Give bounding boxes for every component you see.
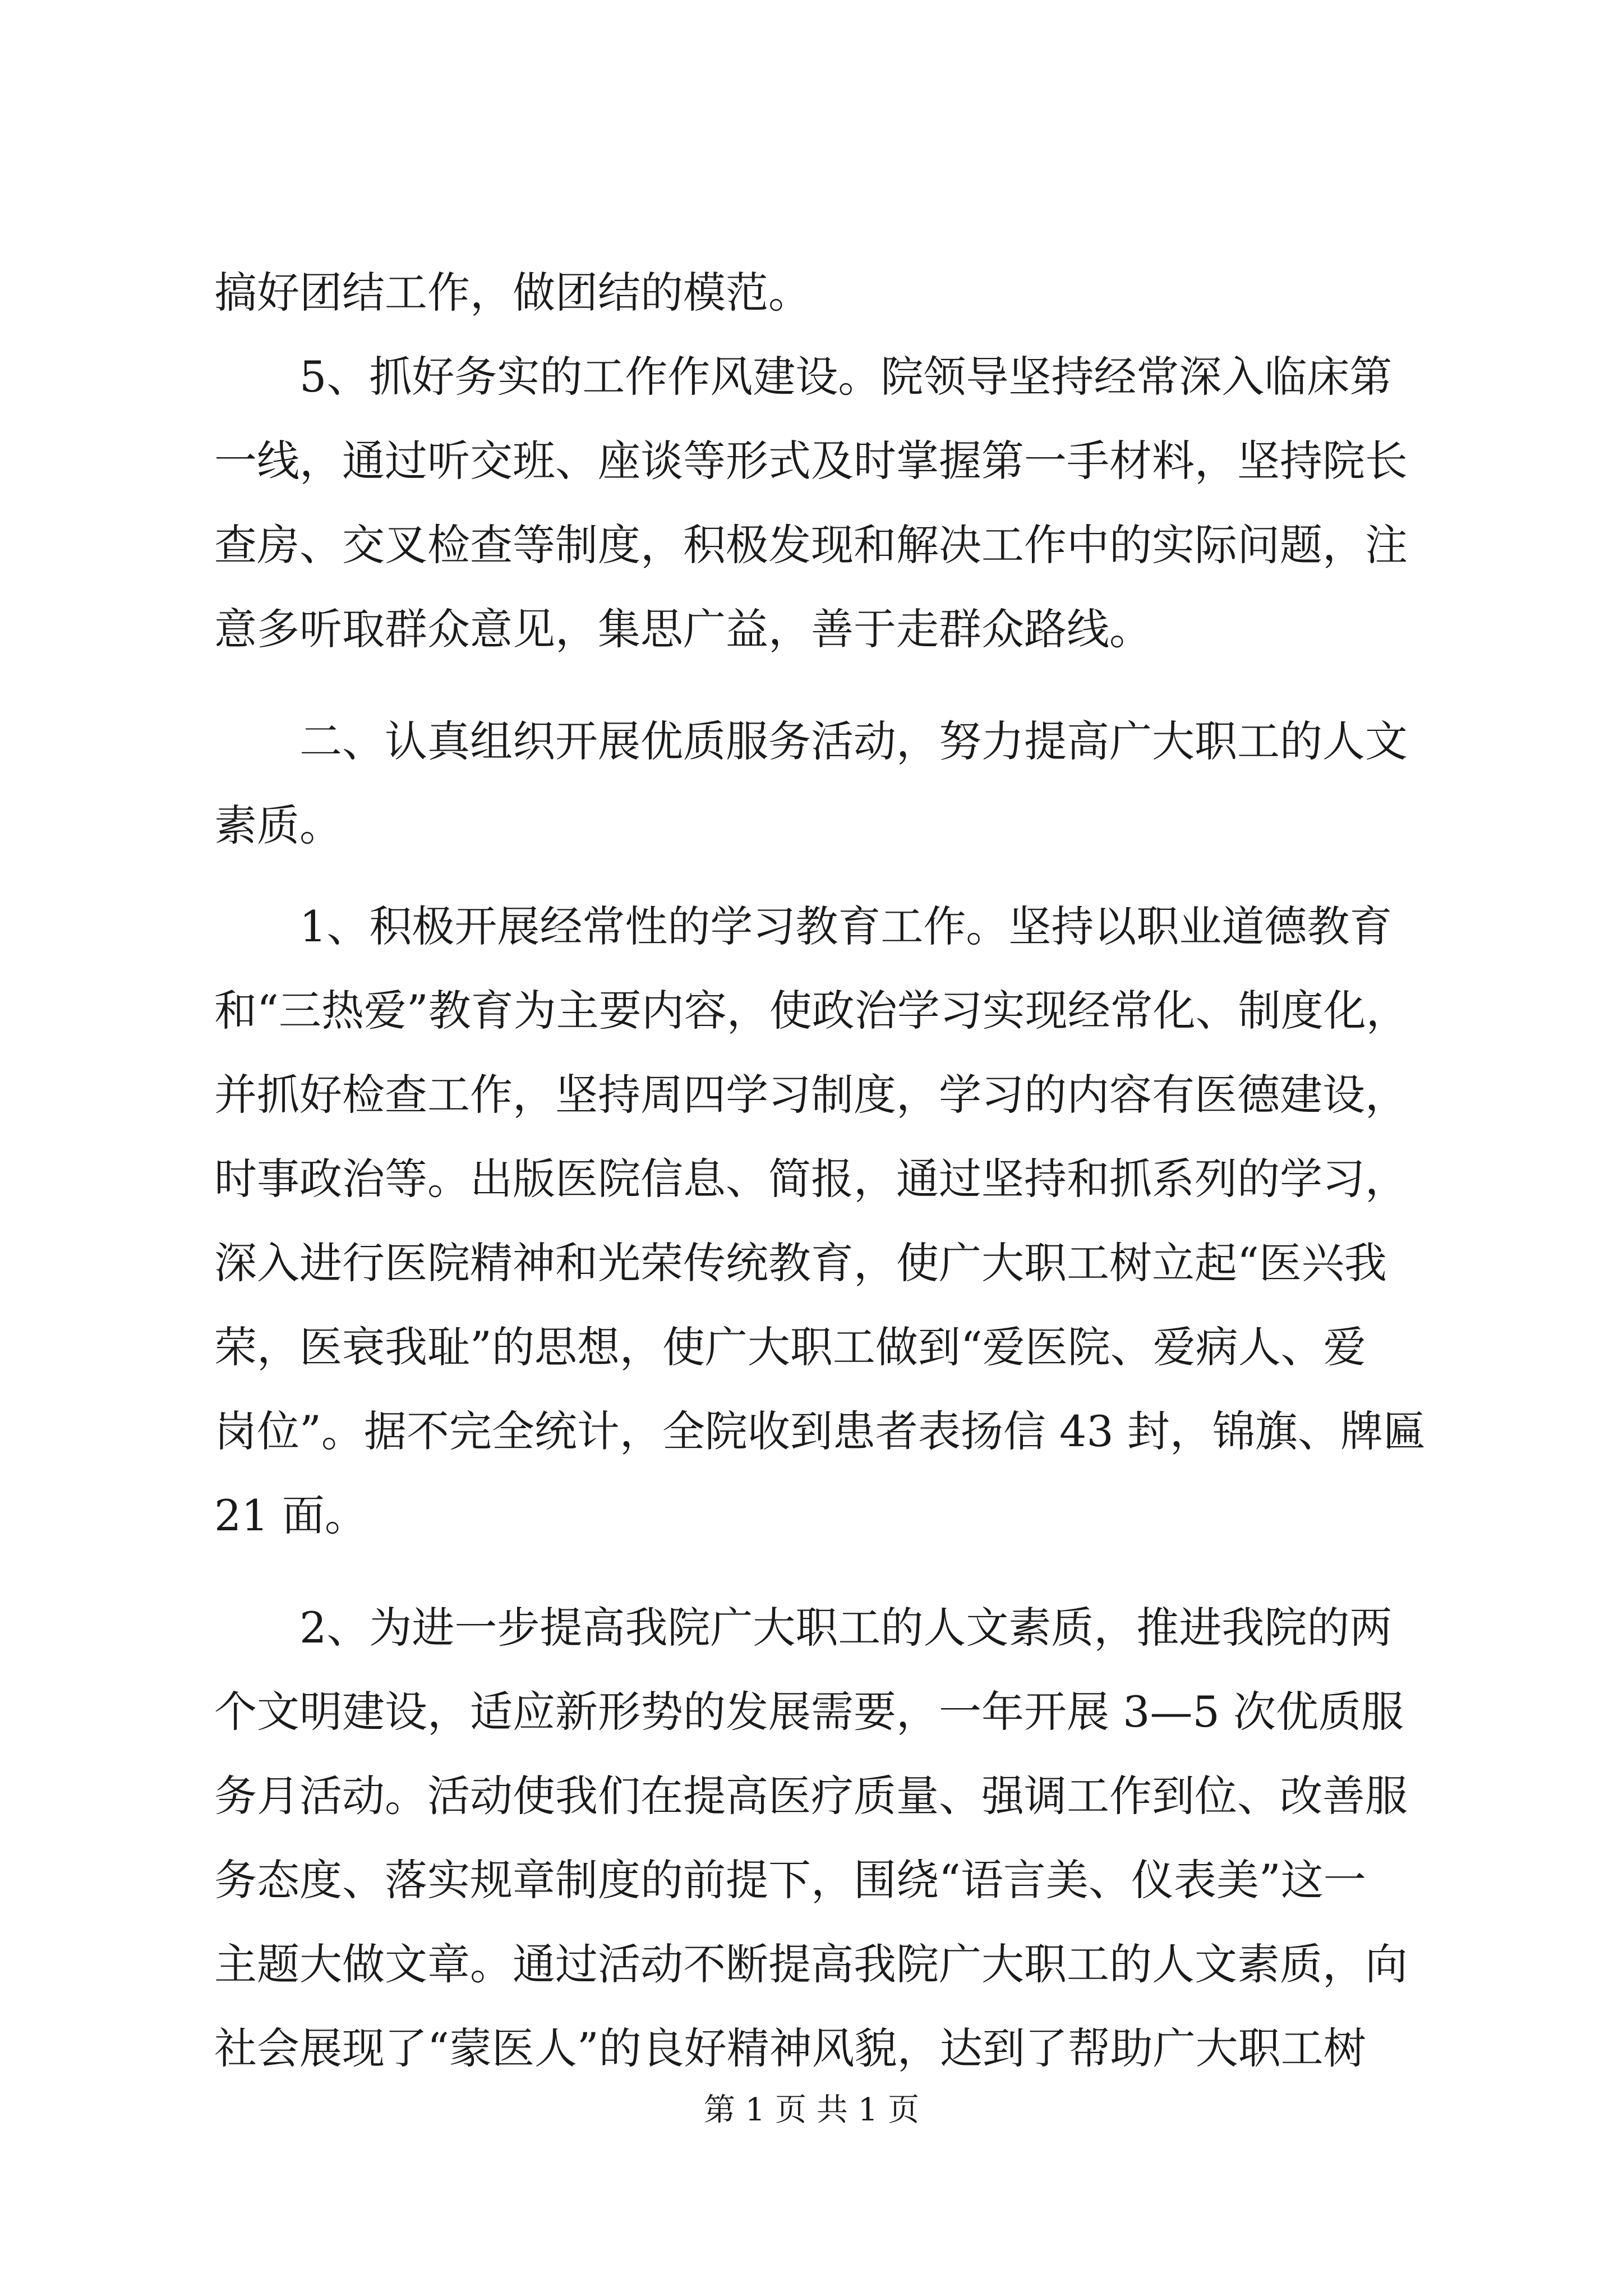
text-line: 和“三热爱”教育为主要内容，使政治学习实现经常化、制度化， bbox=[214, 986, 1409, 1036]
text-line: 1、积极开展经常性的学习教育工作。坚持以职业道德教育 bbox=[299, 901, 1393, 951]
text-line: 务月活动。活动使我们在提高医疗质量、强调工作到位、改善服 bbox=[214, 1771, 1408, 1821]
text-line: 搞好团结工作，做团结的模范。 bbox=[214, 268, 811, 318]
text-line: 时事政治等。出版医院信息、简报，通过坚持和抓系列的学习， bbox=[214, 1154, 1408, 1204]
text-line: 21 面。 bbox=[214, 1490, 367, 1540]
text-line: 二、认真组织开展优质服务活动，努力提高广大职工的人文 bbox=[299, 716, 1408, 766]
text-line: 2、为进一步提高我院广大职工的人文素质，推进我院的两 bbox=[299, 1603, 1393, 1653]
text-line: 主题大做文章。通过活动不断提高我院广大职工的人文素质，向 bbox=[214, 1939, 1408, 1989]
text-line: 荣，医衰我耻”的思想，使广大职工做到“爱医院、爱病人、爱 bbox=[214, 1322, 1366, 1372]
text-line: 查房、交叉检查等制度，积极发现和解决工作中的实际问题，注 bbox=[214, 520, 1408, 570]
text-line: 意多听取群众意见，集思广益，善于走群众路线。 bbox=[214, 604, 1152, 654]
text-line: 岗位”。据不完全统计，全院收到患者表扬信 43 封，锦旗、牌匾 bbox=[214, 1406, 1426, 1456]
text-line: 素质。 bbox=[214, 800, 342, 850]
text-line: 5、抓好务实的工作作风建设。院领导坚持经常深入临床第 bbox=[299, 352, 1393, 402]
text-line: 并抓好检查工作，坚持周四学习制度，学习的内容有医德建设， bbox=[214, 1070, 1408, 1120]
text-line: 个文明建设，适应新形势的发展需要，一年开展 3—5 次优质服 bbox=[214, 1687, 1404, 1737]
text-line: 社会展现了“蒙医人”的良好精神风貌，达到了帮助广大职工树 bbox=[214, 2023, 1366, 2073]
text-line: 一线，通过听交班、座谈等形式及时掌握第一手材料，坚持院长 bbox=[214, 436, 1408, 486]
page-number-footer: 第 1 页 共 1 页 bbox=[703, 2092, 920, 2128]
text-line: 务态度、落实规章制度的前提下，围绕“语言美、仪表美”这一 bbox=[214, 1855, 1366, 1905]
text-line: 深入进行医院精神和光荣传统教育，使广大职工树立起“医兴我 bbox=[214, 1238, 1387, 1288]
